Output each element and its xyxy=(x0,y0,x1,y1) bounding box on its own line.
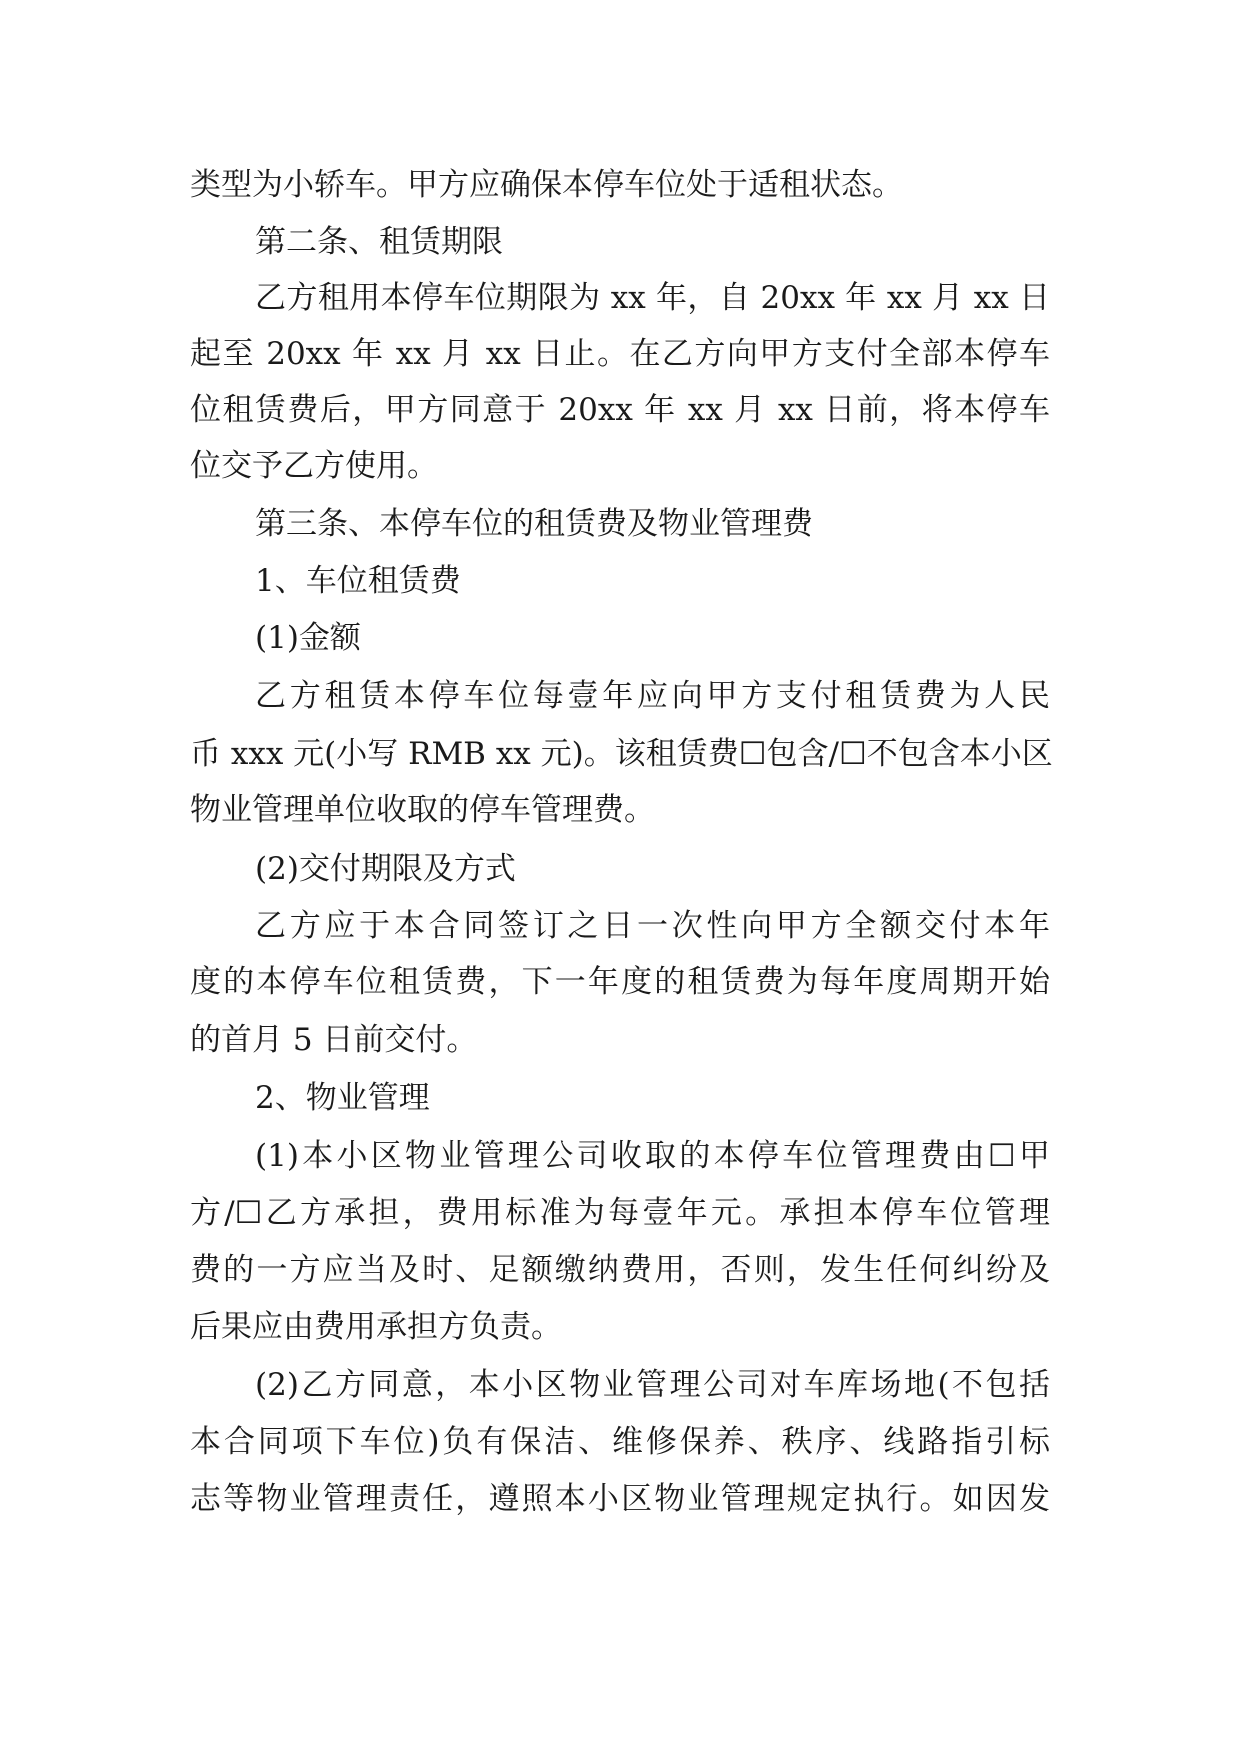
subsection-heading: 2、物业管理 xyxy=(255,1080,430,1116)
text-line: 位租赁费后，甲方同意于 20xx 年 xx 月 xx 日前，将本停车 xyxy=(190,392,1050,428)
text-line: 费的一方应当及时、足额缴纳费用，否则，发生任何纠纷及 xyxy=(190,1252,1050,1288)
text-line: 方/☐乙方承担，费用标准为每壹年元。承担本停车位管理 xyxy=(190,1195,1050,1231)
text-line: 物业管理单位收取的停车管理费。 xyxy=(190,792,655,828)
text-line: 度的本停车位租赁费，下一年度的租赁费为每年度周期开始 xyxy=(190,964,1050,1000)
section-heading: 第二条、租赁期限 xyxy=(255,224,503,260)
text-line: 的首月 5 日前交付。 xyxy=(190,1022,478,1058)
text-line: 乙方应于本合同签订之日一次性向甲方全额交付本年 xyxy=(255,908,1050,944)
text-line: 起至 20xx 年 xx 月 xx 日止。在乙方向甲方支付全部本停车 xyxy=(190,336,1050,372)
text-line: 乙方租用本停车位期限为 xx 年，自 20xx 年 xx 月 xx 日 xyxy=(255,280,1050,316)
text-line: 乙方租赁本停车位每壹年应向甲方支付租赁费为人民 xyxy=(255,678,1050,714)
item-heading: (2)交付期限及方式 xyxy=(255,851,516,887)
text-line: 币 xxx 元(小写 RMB xx 元)。该租赁费☐包含/☐不包含本小区 xyxy=(190,736,1053,772)
text-line: 本合同项下车位)负有保洁、维修保养、秩序、线路指引标 xyxy=(190,1424,1050,1460)
text-line: (1)本小区物业管理公司收取的本停车位管理费由☐甲 xyxy=(255,1138,1050,1174)
item-heading: (1)金额 xyxy=(255,620,361,656)
subsection-heading: 1、车位租赁费 xyxy=(255,563,461,599)
text-line: 类型为小轿车。甲方应确保本停车位处于适租状态。 xyxy=(190,167,903,203)
text-line: 志等物业管理责任，遵照本小区物业管理规定执行。如因发 xyxy=(190,1481,1050,1517)
text-line: 后果应由费用承担方负责。 xyxy=(190,1309,562,1345)
section-heading: 第三条、本停车位的租赁费及物业管理费 xyxy=(255,506,813,542)
text-line: 位交予乙方使用。 xyxy=(190,448,438,484)
text-line: (2)乙方同意，本小区物业管理公司对车库场地(不包括 xyxy=(255,1367,1050,1403)
